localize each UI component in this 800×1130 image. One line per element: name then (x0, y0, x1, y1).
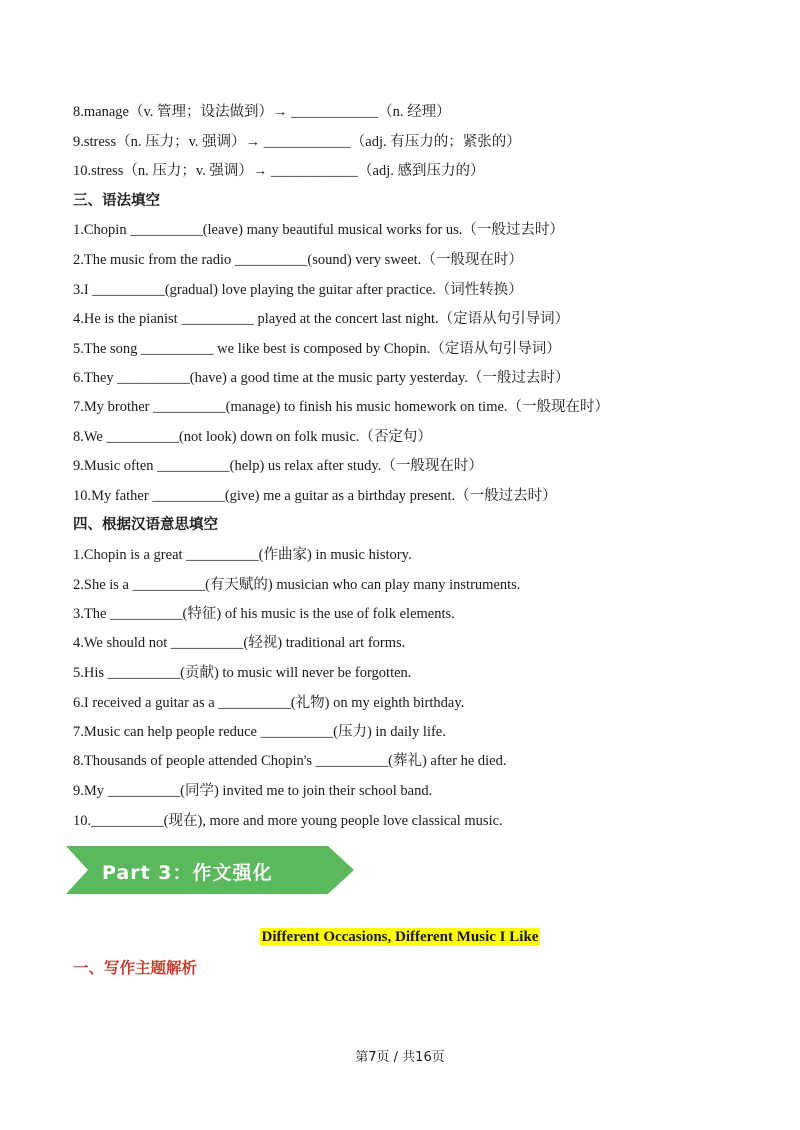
translation-item: 3.The __________(特征) of his music is the use of folk elements. (73, 606, 455, 622)
translation-item: 5.His __________(贡献) to music will never be forgotten. (73, 665, 412, 681)
essay-title (0, 928, 800, 946)
grammar-item: 8.We __________(not look) down on folk music.（否定句） (73, 429, 432, 445)
grammar-item: 5.The song __________ we like best is composed by Chopin.（定语从句引导词） (73, 341, 561, 357)
vocab-item-8: 8.manage（v. 管理；设法做到）→ ____________（n. 经理） (73, 104, 451, 120)
grammar-item: 3.I __________(gradual) love playing the guitar after practice.（词性转换） (73, 282, 523, 298)
section-4-heading: 四、根据汉语意思填空 (73, 517, 218, 533)
grammar-item: 6.They __________(have) a good time at the music party yesterday.（一般过去时） (73, 370, 570, 386)
vocab-item-10: 10.stress（n. 压力；v. 强调）→ ____________（adj. 感到压力的） (73, 163, 485, 179)
part-3-banner (66, 846, 356, 894)
section-3-heading: 三、语法填空 (73, 193, 160, 209)
translation-item: 4.We should not __________(轻视) traditional art forms. (73, 635, 406, 651)
grammar-item: 7.My brother __________(manage) to finish his music homework on time.（一般现在时） (73, 399, 610, 415)
translation-item: 2.She is a __________(有天赋的) musician who can play many instruments. (73, 577, 521, 593)
grammar-item: 1.Chopin __________(leave) many beautiful musical works for us.（一般过去时） (73, 222, 564, 238)
translation-item: 10.__________(现在), more and more young people love classical music. (73, 813, 503, 829)
page-footer: 第7页 / 共16页 (355, 1050, 445, 1065)
translation-item: 7.Music can help people reduce __________(压力) in daily life. (73, 724, 446, 740)
translation-item: 6.I received a guitar as a __________(礼物) on my eighth birthday. (73, 695, 465, 711)
writing-analysis-heading: 一、写作主题解析 (73, 959, 198, 977)
translation-item: 9.My __________(同学) invited me to join their school band. (73, 783, 433, 799)
translation-item: 8.Thousands of people attended Chopin's __________(葬礼) after he died. (73, 753, 507, 769)
banner-title: Part 3：作文强化 (102, 862, 273, 884)
vocab-item-9: 9.stress（n. 压力；v. 强调）→ ____________（adj. 有压力的；紧张的） (73, 134, 521, 150)
essay-title-text: Different Occasions, Different Music I Like (261, 929, 539, 945)
grammar-item: 10.My father __________(give) me a guitar as a birthday present.（一般过去时） (73, 488, 557, 504)
grammar-item: 2.The music from the radio __________(sound) very sweet.（一般现在时） (73, 252, 523, 268)
translation-item: 1.Chopin is a great __________(作曲家) in music history. (73, 547, 412, 563)
grammar-item: 9.Music often __________(help) us relax after study.（一般现在时） (73, 458, 483, 474)
grammar-item: 4.He is the pianist __________ played at the concert last night.（定语从句引导词） (73, 311, 570, 327)
